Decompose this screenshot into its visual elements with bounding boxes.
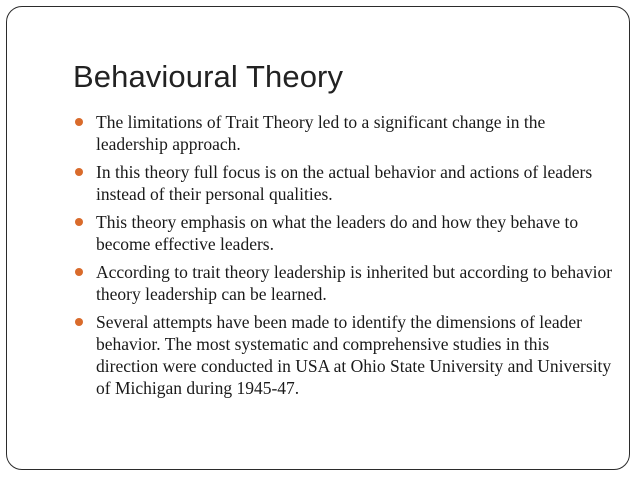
bullet-list — [75, 111, 615, 405]
bullet-item — [75, 111, 615, 155]
bullet-text: The limitations of Trait Theory led to a significant change in the leadership approach. — [96, 112, 546, 154]
bullet-dot-icon — [75, 268, 83, 276]
bullet-text: Several attempts have been made to identify the dimensions of leader behavior. The most systematic and comprehensive studies in this direction were conducted in USA at Ohio State University and University of Michigan during 1945-47. — [96, 312, 612, 398]
bullet-dot-icon — [75, 318, 83, 326]
bullet-text: In this theory full focus is on the actual behavior and actions of leaders instead of their personal qualities. — [96, 162, 593, 204]
bullet-item — [75, 161, 615, 205]
bullet-text: According to trait theory leadership is inherited but according to behavior theory leadership can be learned. — [96, 262, 613, 304]
slide-title: Behavioural Theory — [73, 59, 344, 94]
bullet-item — [75, 261, 615, 305]
bullet-text: This theory emphasis on what the leaders do and how they behave to become effective leaders. — [96, 212, 579, 254]
bullet-dot-icon — [75, 218, 83, 226]
bullet-dot-icon — [75, 168, 83, 176]
bullet-dot-icon — [75, 118, 83, 126]
bullet-item — [75, 211, 615, 255]
bullet-item — [75, 311, 615, 399]
slide-frame — [6, 6, 630, 470]
